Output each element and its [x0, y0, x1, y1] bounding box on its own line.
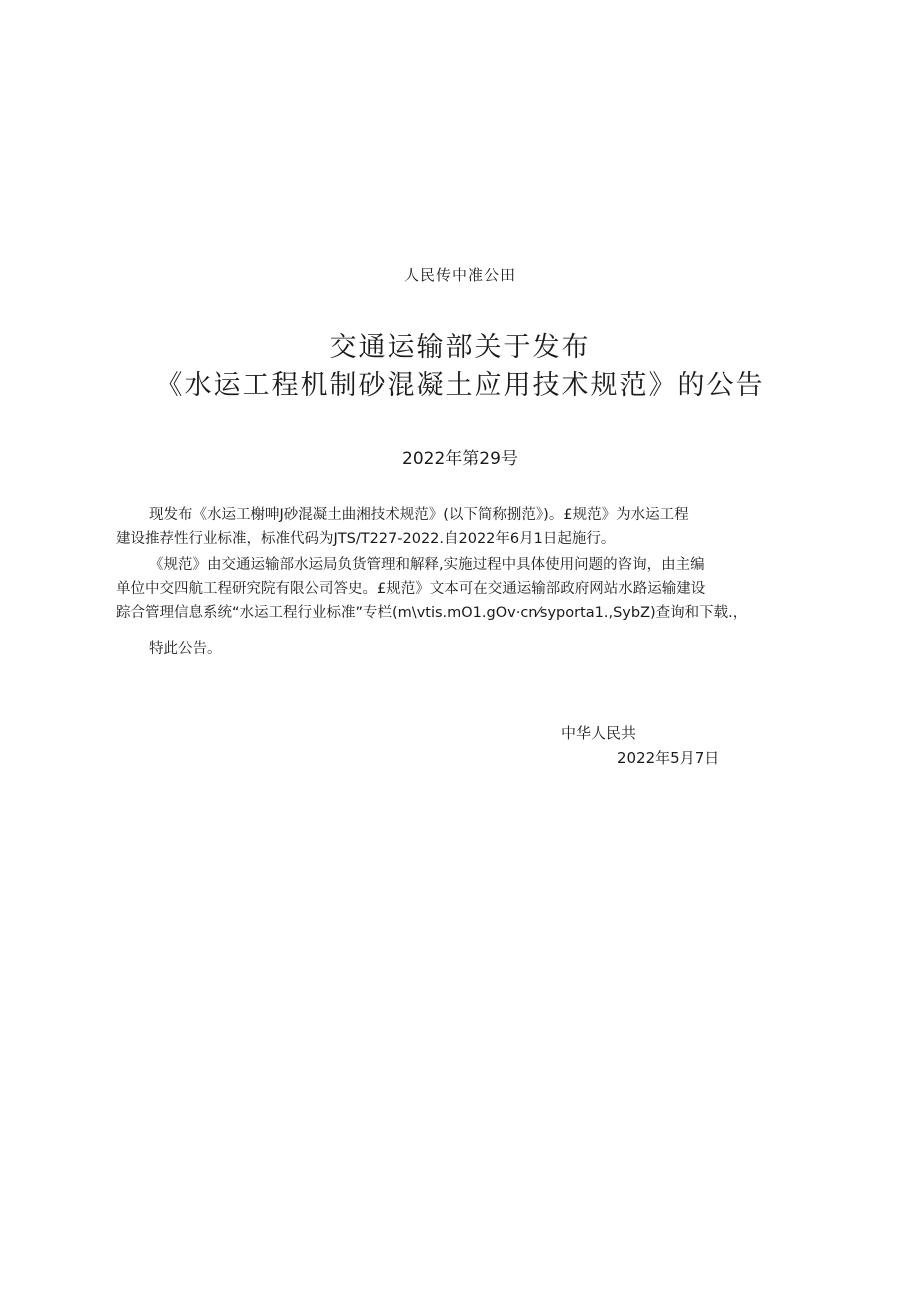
- signature-date: 2022年5月7日: [617, 749, 720, 767]
- title-line-2: 《水运工程机制砂混凝土应用技术规范》的公告: [155, 370, 765, 401]
- paragraph-3: [116, 637, 806, 661]
- closing-line: 特此公告。: [149, 641, 222, 657]
- paragraph-1-line-2: 建设推荐性行业标准，标准代码为JTS/T227-2022.自2022年6月1日起施行。: [116, 531, 616, 547]
- signature-organization: 中华人民共: [561, 724, 637, 742]
- paragraph-2-line-3: 踪合管理信息系统“水运工程行业标准”专栏(m\vtis.mO1.gOv·cn⁄syporta1.,SybZ)查询和下载.，: [116, 605, 748, 621]
- document-number: 2022年第29号: [402, 449, 518, 469]
- paragraph-2-line-2: 单位中交四航工程研究院有限公司答史。£规范》文本可在交通运输部政府网站水路运输建设: [116, 581, 706, 597]
- paragraph-1: [116, 503, 806, 551]
- ministry-header: 人民传中准公田: [403, 266, 516, 284]
- paragraph-2: [116, 553, 806, 625]
- paragraph-2-line-1: 《规范》由交通运输部水运局负货管理和解释,实施过程中具体使用问题的咨询，由主编: [149, 557, 705, 573]
- paragraph-1-line-1: 现发布《水运工榭呻J砂混凝土曲湘技术规范》(以下简称捌范》)。£规范》为水运工程: [149, 507, 689, 523]
- title-line-1: 交通运输部关于发布: [329, 332, 591, 363]
